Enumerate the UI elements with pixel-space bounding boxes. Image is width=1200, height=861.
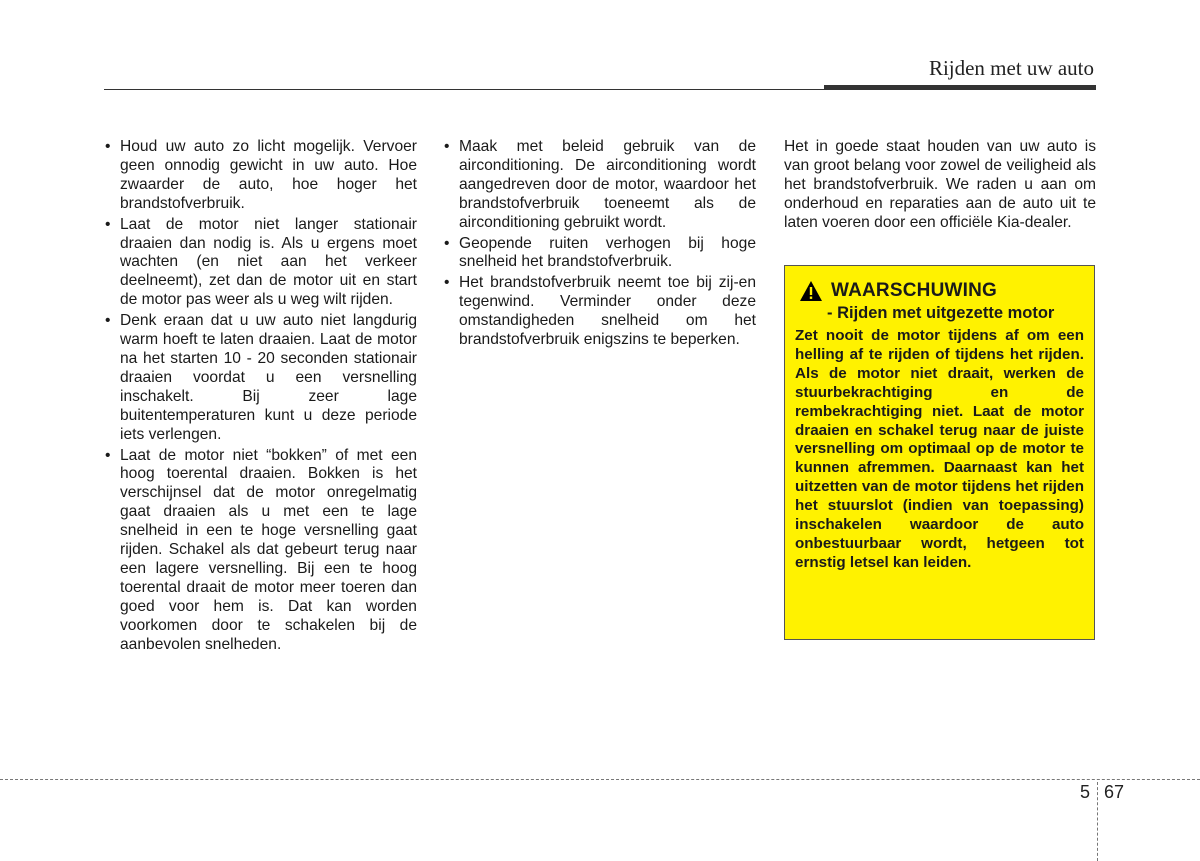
list-item: • Denk eraan dat u uw auto niet langdurig warm hoeft te laten draaien. Laat de motor na het starten 10 - 20 seconden stationair draaien voordat u een versnelling inschakelt. Bij zeer lage buitentemperaturen kunt u deze periode iets verlengen. xyxy=(104,312,417,444)
tips-list-1 xyxy=(104,138,417,654)
tips-list-2 xyxy=(443,138,756,350)
warning-title: WAARSCHUWING xyxy=(831,280,997,301)
text-column-3 xyxy=(784,138,1096,233)
list-item: • Laat de motor niet “bokken” of met een hoog toerental draaien. Bokken is het verschijnsel dat de motor onregelmatig gaat draaien als u met een te lage snelheid in een te hoge versnelling gaat rijden. Schakel als dat gebeurt terug naar een lagere versnelling. Bij een te hoog toerental draait de motor meer toeren dan goed voor hem is. Dat kan worden voorkomen door te schakelen bij de aanbevolen snelheden. xyxy=(104,447,417,655)
text-column-1 xyxy=(104,138,417,656)
warning-heading xyxy=(795,280,1084,302)
list-item: • Laat de motor niet langer stationair draaien dan nodig is. Als u ergens moet wachten (en niet aan het verkeer deelneemt), zet dan de motor uit en start de motor pas weer als u weg wilt rijden. xyxy=(104,216,417,311)
maintenance-paragraph: Het in goede staat houden van uw auto is van groot belang voor zowel de veiligheid als het brandstofverbruik. We raden u aan om onderhoud en reparaties aan de auto uit te laten voeren door een officiële Kia-dealer. xyxy=(784,138,1096,231)
list-item: • Maak met beleid gebruik van de airconditioning. De airconditioning wordt aangedreven door de motor, waardoor het brandstofverbruik toeneemt als de airconditioning gebruikt wordt. xyxy=(443,138,756,233)
warning-triangle-icon xyxy=(799,280,823,302)
warning-subtitle: - Rijden met uitgezette motor xyxy=(827,304,1055,322)
text-column-2 xyxy=(443,138,756,352)
footer-divider xyxy=(0,779,1200,780)
page-header-title: Rijden met uw auto xyxy=(928,56,1094,80)
warning-box xyxy=(784,265,1095,640)
warning-body: Zet nooit de motor tijdens af om een helling af te rijden of tijdens het rijden. Als de motor niet draait, werken de stuurbekrachtiging en de rembekrachtiging niet. Laat de motor draaien en schakel terug naar de juiste versnelling om optimaal op de motor te kunnen afremmen. Daarnaast kan het uitzetten van de motor tijdens het rijden het stuurslot (indien van toepassing) inschakelen waardoor de auto onbestuurbaar wordt, hetgeen tot ernstig letsel kan leiden. xyxy=(795,327,1084,571)
header-rule-accent xyxy=(824,85,1096,90)
page-number-divider xyxy=(1097,782,1098,861)
list-item: • Geopende ruiten verhogen bij hoge snelheid het brandstofverbruik. xyxy=(443,235,756,273)
list-item: • Het brandstofverbruik neemt toe bij zij-en tegenwind. Verminder onder deze omstandigheden snelheid om het brandstofverbruik enigszins te beperken. xyxy=(443,274,756,350)
page-number: 67 xyxy=(1104,782,1125,802)
list-item: • Houd uw auto zo licht mogelijk. Vervoer geen onnodig gewicht in uw auto. Hoe zwaarder de auto, hoe hoger het brandstofverbruik. xyxy=(104,138,417,214)
chapter-number: 5 xyxy=(1080,782,1091,802)
